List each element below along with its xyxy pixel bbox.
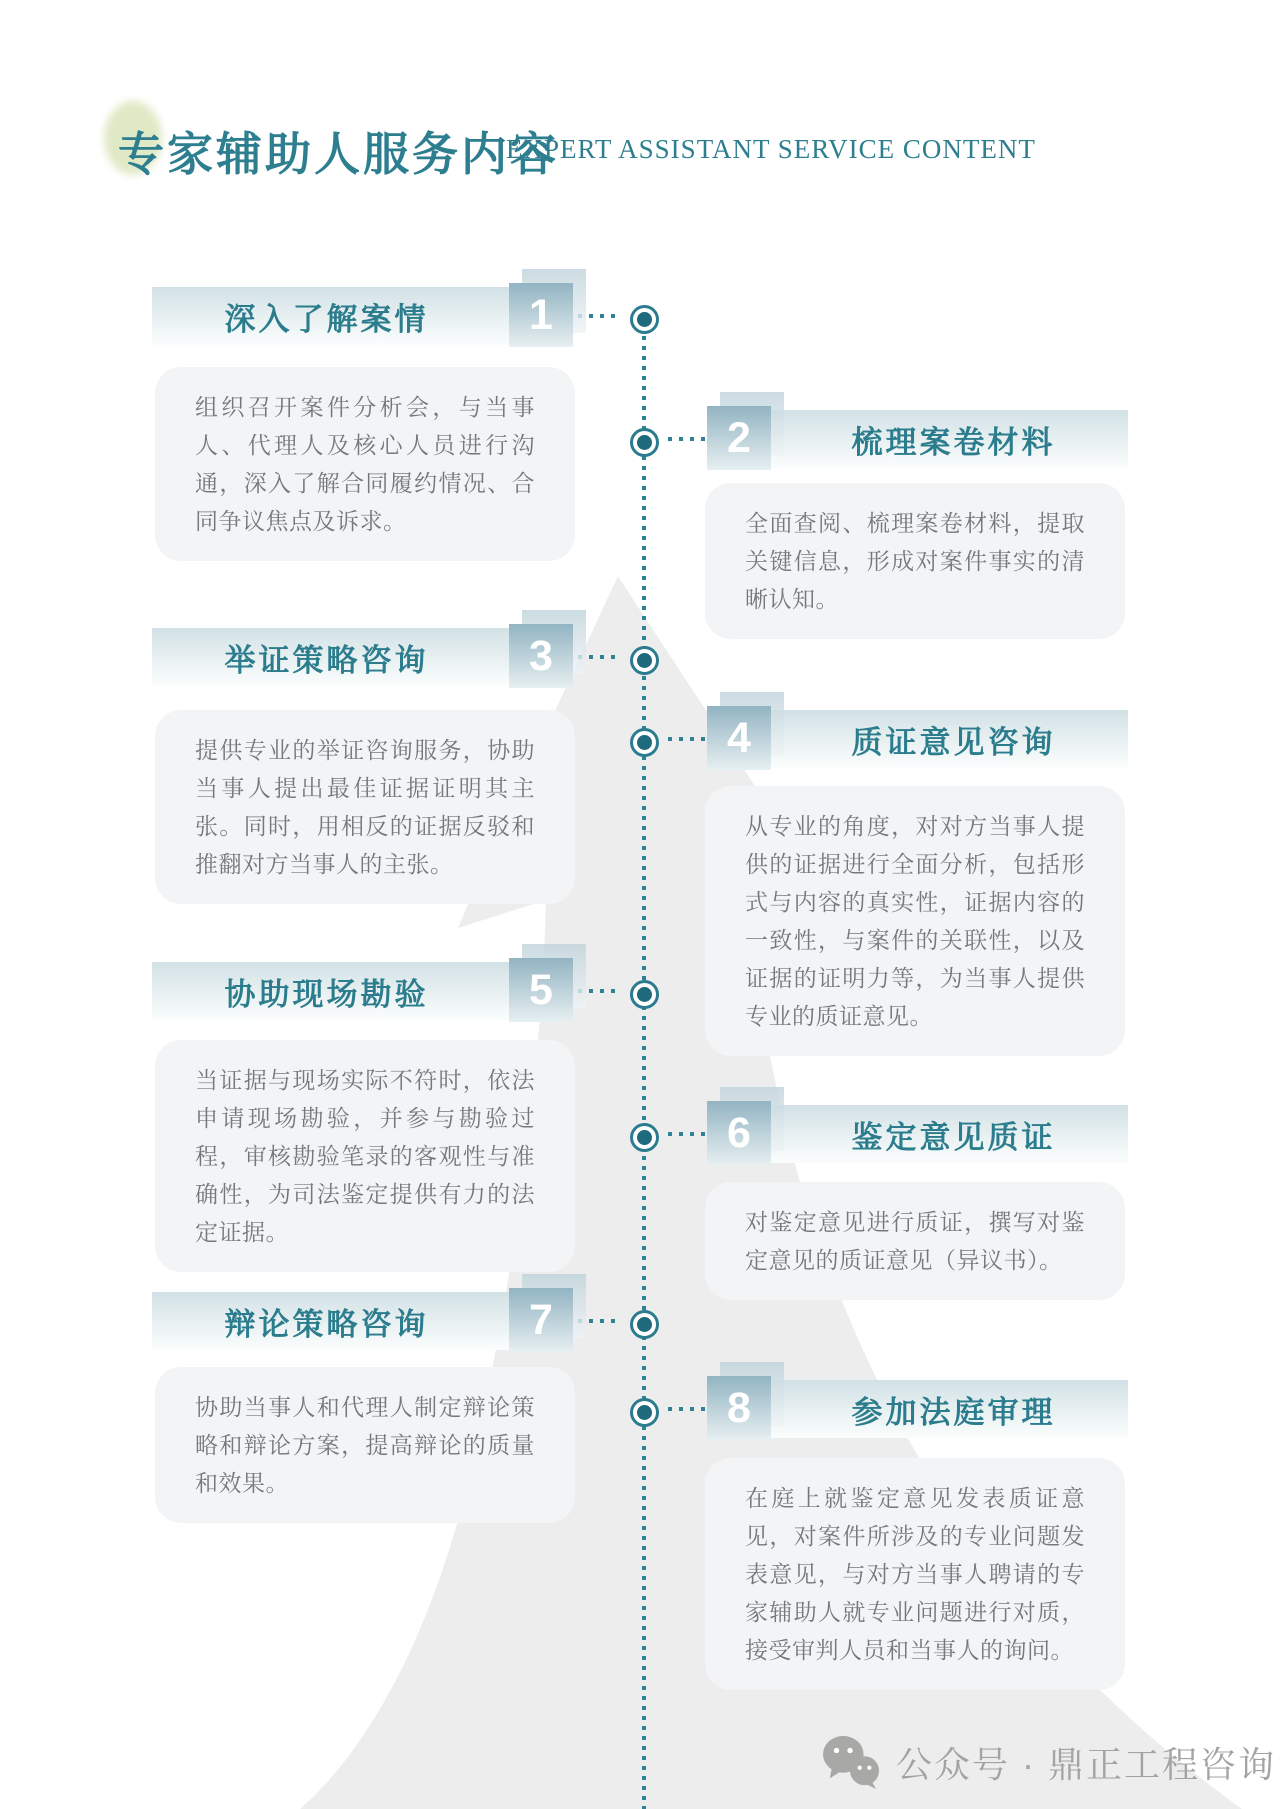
connector-dots <box>668 1132 712 1136</box>
page-subtitle: EXPERT ASSISTANT SERVICE CONTENT <box>506 134 1036 164</box>
timeline-node-2 <box>630 428 659 457</box>
wechat-icon <box>820 1734 882 1790</box>
step-4-body-card: 从专业的角度，对对方当事人提供的证据进行全面分析，包括形式与内容的真实性，证据内容的一致性，与案件的关联性，以及证据的证明力等，为当事人提供专业的质证意见。 <box>705 786 1125 1056</box>
timeline-node-3 <box>630 646 659 675</box>
step-7-title: 辩论策略咨询 <box>224 1306 429 1342</box>
timeline-node-7 <box>630 1310 659 1339</box>
step-4-number: 4 <box>727 713 751 762</box>
step-3-title-bar <box>152 628 553 686</box>
step-4-title-bar <box>727 710 1128 768</box>
step-8-number-badge <box>707 1376 771 1440</box>
footer <box>820 1734 1276 1790</box>
timeline-dotted-line <box>642 316 646 1809</box>
step-1-number: 1 <box>529 290 553 339</box>
step-6-title: 鉴定意见质证 <box>851 1119 1056 1155</box>
page-title: 专家辅助人服务内容 <box>118 128 559 180</box>
timeline-node-6 <box>630 1123 659 1152</box>
timeline-node-8 <box>630 1398 659 1427</box>
step-6-body-card: 对鉴定意见进行质证，撰写对鉴定意见的质证意见（异议书）。 <box>705 1182 1125 1300</box>
step-1-title-bar <box>152 287 553 345</box>
step-3-number-badge <box>509 624 573 688</box>
step-7-body-card: 协助当事人和代理人制定辩论策略和辩论方案，提高辩论的质量和效果。 <box>155 1367 575 1523</box>
timeline-node-4 <box>630 728 659 757</box>
step-6-number-badge <box>707 1101 771 1165</box>
step-7-number: 7 <box>529 1295 553 1344</box>
step-4-title: 质证意见咨询 <box>851 724 1056 760</box>
step-5-body-card: 当证据与现场实际不符时，依法申请现场勘验，并参与勘验过程，审核勘验笔录的客观性与准确性，为司法鉴定提供有力的法定证据。 <box>155 1040 575 1272</box>
step-6-number: 6 <box>727 1108 751 1157</box>
step-1-title: 深入了解案情 <box>224 301 429 337</box>
connector-dots <box>668 1407 712 1411</box>
step-2-number-badge <box>707 406 771 470</box>
timeline-node-5 <box>630 980 659 1009</box>
step-2-title: 梳理案卷材料 <box>851 424 1056 460</box>
step-5-number-badge <box>509 958 573 1022</box>
step-7-number-badge <box>509 1288 573 1352</box>
step-5-title: 协助现场勘验 <box>224 976 429 1012</box>
step-1-number-badge <box>509 283 573 347</box>
step-7-title-bar <box>152 1292 553 1350</box>
step-8-number: 8 <box>727 1383 751 1432</box>
step-3-body-card: 提供专业的举证咨询服务，协助当事人提出最佳证据证明其主张。同时，用相反的证据反驳和推翻对方当事人的主张。 <box>155 710 575 904</box>
step-2-title-bar <box>727 410 1128 468</box>
step-5-title-bar <box>152 962 553 1020</box>
step-1-body-card: 组织召开案件分析会，与当事人、代理人及核心人员进行沟通，深入了解合同履约情况、合同争议焦点及诉求。 <box>155 367 575 561</box>
step-2-number: 2 <box>727 413 751 462</box>
step-4-number-badge <box>707 706 771 770</box>
step-5-number: 5 <box>529 965 553 1014</box>
connector-dots <box>668 437 712 441</box>
timeline-node-1 <box>630 305 659 334</box>
step-3-number: 3 <box>529 631 553 680</box>
step-8-body-card: 在庭上就鉴定意见发表质证意见，对案件所涉及的专业问题发表意见，与对方当事人聘请的专家辅助人就专业问题进行对质，接受审判人员和当事人的询问。 <box>705 1458 1125 1690</box>
step-3-title: 举证策略咨询 <box>224 642 429 678</box>
step-8-title: 参加法庭审理 <box>851 1394 1056 1430</box>
connector-dots <box>668 737 712 741</box>
footer-text: 公众号 · 鼎正工程咨询 <box>896 1743 1276 1785</box>
step-6-title-bar <box>727 1105 1128 1163</box>
step-2-body-card: 全面查阅、梳理案卷材料，提取关键信息，形成对案件事实的清晰认知。 <box>705 483 1125 639</box>
step-8-title-bar <box>727 1380 1128 1438</box>
